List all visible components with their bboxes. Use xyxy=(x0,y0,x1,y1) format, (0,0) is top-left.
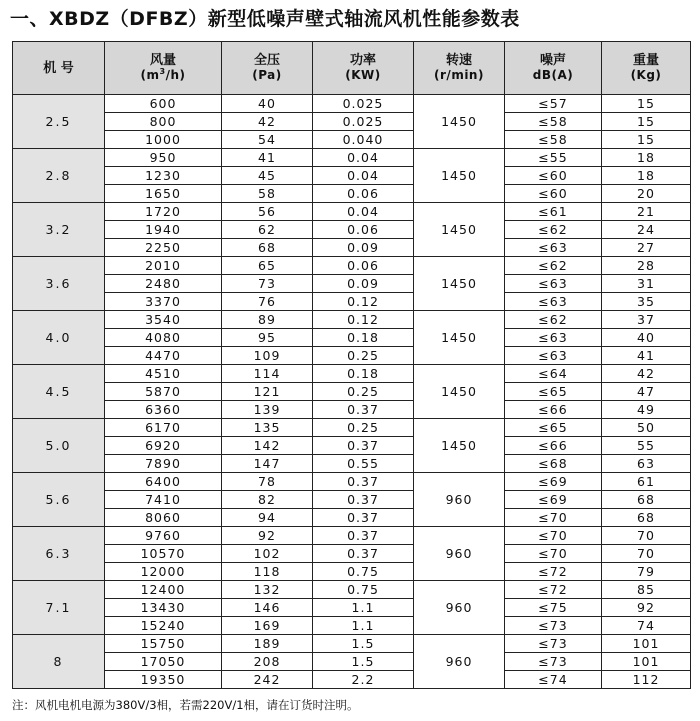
pressure-cell: 82 xyxy=(222,491,313,509)
noise-cell: ≤63 xyxy=(505,293,602,311)
airflow-cell: 7890 xyxy=(105,455,222,473)
pressure-cell: 92 xyxy=(222,527,313,545)
power-cell: 0.06 xyxy=(313,257,414,275)
airflow-cell: 5870 xyxy=(105,383,222,401)
weight-cell: 55 xyxy=(602,437,691,455)
table-row xyxy=(13,455,691,473)
weight-cell: 47 xyxy=(602,383,691,401)
pressure-cell: 109 xyxy=(222,347,313,365)
weight-cell: 49 xyxy=(602,401,691,419)
airflow-cell: 12400 xyxy=(105,581,222,599)
speed-cell: 1450 xyxy=(414,365,505,419)
page-title: 一、XBDZ（DFBZ）新型低噪声壁式轴流风机性能参数表 xyxy=(10,8,520,30)
table-row xyxy=(13,563,691,581)
power-cell: 0.55 xyxy=(313,455,414,473)
weight-cell: 18 xyxy=(602,167,691,185)
airflow-cell: 1000 xyxy=(105,131,222,149)
table-row xyxy=(13,221,691,239)
power-cell: 0.37 xyxy=(313,509,414,527)
weight-cell: 70 xyxy=(602,527,691,545)
power-cell: 0.025 xyxy=(313,95,414,113)
power-cell: 0.37 xyxy=(313,491,414,509)
weight-cell: 85 xyxy=(602,581,691,599)
table-row xyxy=(13,653,691,671)
power-cell: 0.18 xyxy=(313,365,414,383)
pressure-cell: 142 xyxy=(222,437,313,455)
pressure-cell: 78 xyxy=(222,473,313,491)
header-noise: 噪声 dB(A) xyxy=(505,42,602,95)
weight-cell: 101 xyxy=(602,653,691,671)
power-cell: 0.12 xyxy=(313,293,414,311)
airflow-cell: 3540 xyxy=(105,311,222,329)
airflow-cell: 1720 xyxy=(105,203,222,221)
noise-cell: ≤73 xyxy=(505,635,602,653)
weight-cell: 92 xyxy=(602,599,691,617)
header-power: 功率 (KW) xyxy=(313,42,414,95)
weight-cell: 37 xyxy=(602,311,691,329)
table-row xyxy=(13,293,691,311)
header-row xyxy=(13,42,691,95)
table-row xyxy=(13,671,691,689)
power-cell: 0.12 xyxy=(313,311,414,329)
power-cell: 0.25 xyxy=(313,419,414,437)
speed-cell: 960 xyxy=(414,581,505,635)
power-cell: 0.040 xyxy=(313,131,414,149)
airflow-cell: 12000 xyxy=(105,563,222,581)
pressure-cell: 73 xyxy=(222,275,313,293)
model-cell: 4.0 xyxy=(13,311,105,365)
pressure-cell: 146 xyxy=(222,599,313,617)
power-cell: 2.2 xyxy=(313,671,414,689)
noise-cell: ≤57 xyxy=(505,95,602,113)
noise-cell: ≤68 xyxy=(505,455,602,473)
table-row xyxy=(13,419,691,437)
speed-cell: 1450 xyxy=(414,95,505,149)
airflow-cell: 1940 xyxy=(105,221,222,239)
weight-cell: 101 xyxy=(602,635,691,653)
weight-cell: 15 xyxy=(602,131,691,149)
noise-cell: ≤75 xyxy=(505,599,602,617)
airflow-cell: 10570 xyxy=(105,545,222,563)
table-row xyxy=(13,581,691,599)
pressure-cell: 102 xyxy=(222,545,313,563)
pressure-cell: 54 xyxy=(222,131,313,149)
noise-cell: ≤55 xyxy=(505,149,602,167)
airflow-cell: 6360 xyxy=(105,401,222,419)
power-cell: 0.18 xyxy=(313,329,414,347)
noise-cell: ≤73 xyxy=(505,653,602,671)
table-row xyxy=(13,545,691,563)
header-model: 机 号 xyxy=(13,42,105,95)
noise-cell: ≤65 xyxy=(505,383,602,401)
airflow-cell: 4080 xyxy=(105,329,222,347)
pressure-cell: 135 xyxy=(222,419,313,437)
airflow-cell: 13430 xyxy=(105,599,222,617)
noise-cell: ≤73 xyxy=(505,617,602,635)
pressure-cell: 132 xyxy=(222,581,313,599)
airflow-cell: 2480 xyxy=(105,275,222,293)
pressure-cell: 42 xyxy=(222,113,313,131)
power-cell: 0.06 xyxy=(313,185,414,203)
pressure-cell: 76 xyxy=(222,293,313,311)
speed-cell: 1450 xyxy=(414,419,505,473)
power-cell: 0.025 xyxy=(313,113,414,131)
weight-cell: 68 xyxy=(602,491,691,509)
airflow-cell: 3370 xyxy=(105,293,222,311)
noise-cell: ≤63 xyxy=(505,329,602,347)
noise-cell: ≤58 xyxy=(505,131,602,149)
weight-cell: 20 xyxy=(602,185,691,203)
table-row xyxy=(13,509,691,527)
pressure-cell: 56 xyxy=(222,203,313,221)
power-cell: 0.37 xyxy=(313,473,414,491)
model-cell: 3.6 xyxy=(13,257,105,311)
weight-cell: 21 xyxy=(602,203,691,221)
power-cell: 0.37 xyxy=(313,401,414,419)
weight-cell: 50 xyxy=(602,419,691,437)
airflow-cell: 15750 xyxy=(105,635,222,653)
noise-cell: ≤72 xyxy=(505,563,602,581)
pressure-cell: 114 xyxy=(222,365,313,383)
table-row xyxy=(13,383,691,401)
noise-cell: ≤58 xyxy=(505,113,602,131)
table-row xyxy=(13,95,691,113)
pressure-cell: 89 xyxy=(222,311,313,329)
pressure-cell: 95 xyxy=(222,329,313,347)
noise-cell: ≤60 xyxy=(505,167,602,185)
table-row xyxy=(13,203,691,221)
airflow-cell: 800 xyxy=(105,113,222,131)
header-pressure: 全压 (Pa) xyxy=(222,42,313,95)
airflow-cell: 4510 xyxy=(105,365,222,383)
pressure-cell: 118 xyxy=(222,563,313,581)
power-cell: 0.06 xyxy=(313,221,414,239)
model-cell: 5.0 xyxy=(13,419,105,473)
airflow-cell: 8060 xyxy=(105,509,222,527)
power-cell: 0.09 xyxy=(313,239,414,257)
table-row xyxy=(13,635,691,653)
noise-cell: ≤64 xyxy=(505,365,602,383)
pressure-cell: 169 xyxy=(222,617,313,635)
noise-cell: ≤69 xyxy=(505,491,602,509)
table-row xyxy=(13,347,691,365)
airflow-cell: 1650 xyxy=(105,185,222,203)
weight-cell: 15 xyxy=(602,95,691,113)
table-row xyxy=(13,365,691,383)
pressure-cell: 139 xyxy=(222,401,313,419)
table-row xyxy=(13,149,691,167)
speed-cell: 1450 xyxy=(414,203,505,257)
airflow-cell: 17050 xyxy=(105,653,222,671)
airflow-cell: 6170 xyxy=(105,419,222,437)
pressure-cell: 62 xyxy=(222,221,313,239)
speed-cell: 1450 xyxy=(414,257,505,311)
noise-cell: ≤66 xyxy=(505,437,602,455)
weight-cell: 70 xyxy=(602,545,691,563)
weight-cell: 68 xyxy=(602,509,691,527)
power-cell: 0.25 xyxy=(313,347,414,365)
table-row xyxy=(13,329,691,347)
weight-cell: 112 xyxy=(602,671,691,689)
power-cell: 0.09 xyxy=(313,275,414,293)
weight-cell: 42 xyxy=(602,365,691,383)
airflow-cell: 9760 xyxy=(105,527,222,545)
speed-cell: 960 xyxy=(414,527,505,581)
model-cell: 8 xyxy=(13,635,105,689)
power-cell: 0.04 xyxy=(313,167,414,185)
table-row xyxy=(13,113,691,131)
pressure-cell: 40 xyxy=(222,95,313,113)
table-row xyxy=(13,491,691,509)
model-cell: 2.8 xyxy=(13,149,105,203)
airflow-cell: 6400 xyxy=(105,473,222,491)
weight-cell: 79 xyxy=(602,563,691,581)
noise-cell: ≤62 xyxy=(505,311,602,329)
power-cell: 0.75 xyxy=(313,581,414,599)
power-cell: 0.04 xyxy=(313,149,414,167)
table-body xyxy=(13,95,691,689)
model-cell: 6.3 xyxy=(13,527,105,581)
table-row xyxy=(13,437,691,455)
noise-cell: ≤65 xyxy=(505,419,602,437)
weight-cell: 61 xyxy=(602,473,691,491)
table-row xyxy=(13,599,691,617)
power-cell: 1.1 xyxy=(313,599,414,617)
header-airflow: 风量 $(m^3/h)$ xyxy=(105,42,222,95)
table-row xyxy=(13,167,691,185)
pressure-cell: 147 xyxy=(222,455,313,473)
noise-cell: ≤70 xyxy=(505,545,602,563)
noise-cell: ≤62 xyxy=(505,221,602,239)
table-row xyxy=(13,527,691,545)
noise-cell: ≤70 xyxy=(505,509,602,527)
pressure-cell: 189 xyxy=(222,635,313,653)
header-weight: 重量 (Kg) xyxy=(602,42,691,95)
power-cell: 0.04 xyxy=(313,203,414,221)
power-cell: 0.25 xyxy=(313,383,414,401)
table-row xyxy=(13,275,691,293)
airflow-cell: 4470 xyxy=(105,347,222,365)
noise-cell: ≤62 xyxy=(505,257,602,275)
airflow-cell: 2010 xyxy=(105,257,222,275)
noise-cell: ≤72 xyxy=(505,581,602,599)
performance-table xyxy=(12,41,691,689)
speed-cell: 1450 xyxy=(414,311,505,365)
weight-cell: 18 xyxy=(602,149,691,167)
model-cell: 4.5 xyxy=(13,365,105,419)
noise-cell: ≤61 xyxy=(505,203,602,221)
noise-cell: ≤66 xyxy=(505,401,602,419)
noise-cell: ≤63 xyxy=(505,239,602,257)
pressure-cell: 65 xyxy=(222,257,313,275)
airflow-cell: 1230 xyxy=(105,167,222,185)
noise-cell: ≤63 xyxy=(505,275,602,293)
weight-cell: 41 xyxy=(602,347,691,365)
table-row xyxy=(13,185,691,203)
pressure-cell: 41 xyxy=(222,149,313,167)
pressure-cell: 58 xyxy=(222,185,313,203)
noise-cell: ≤69 xyxy=(505,473,602,491)
weight-cell: 24 xyxy=(602,221,691,239)
table-row xyxy=(13,257,691,275)
airflow-cell: 6920 xyxy=(105,437,222,455)
weight-cell: 31 xyxy=(602,275,691,293)
noise-cell: ≤60 xyxy=(505,185,602,203)
airflow-cell: 600 xyxy=(105,95,222,113)
weight-cell: 74 xyxy=(602,617,691,635)
power-cell: 1.1 xyxy=(313,617,414,635)
power-cell: 0.37 xyxy=(313,545,414,563)
weight-cell: 40 xyxy=(602,329,691,347)
power-cell: 0.75 xyxy=(313,563,414,581)
airflow-cell: 19350 xyxy=(105,671,222,689)
power-cell: 1.5 xyxy=(313,635,414,653)
pressure-cell: 242 xyxy=(222,671,313,689)
speed-cell: 960 xyxy=(414,635,505,689)
pressure-cell: 94 xyxy=(222,509,313,527)
speed-cell: 1450 xyxy=(414,149,505,203)
pressure-cell: 45 xyxy=(222,167,313,185)
weight-cell: 35 xyxy=(602,293,691,311)
pressure-cell: 208 xyxy=(222,653,313,671)
power-cell: 0.37 xyxy=(313,527,414,545)
model-cell: 7.1 xyxy=(13,581,105,635)
table-row xyxy=(13,473,691,491)
weight-cell: 63 xyxy=(602,455,691,473)
airflow-cell: 7410 xyxy=(105,491,222,509)
model-cell: 5.6 xyxy=(13,473,105,527)
noise-cell: ≤63 xyxy=(505,347,602,365)
airflow-cell: 950 xyxy=(105,149,222,167)
airflow-cell: 2250 xyxy=(105,239,222,257)
pressure-cell: 68 xyxy=(222,239,313,257)
weight-cell: 15 xyxy=(602,113,691,131)
noise-cell: ≤70 xyxy=(505,527,602,545)
weight-cell: 27 xyxy=(602,239,691,257)
table-row xyxy=(13,617,691,635)
power-cell: 1.5 xyxy=(313,653,414,671)
power-cell: 0.37 xyxy=(313,437,414,455)
noise-cell: ≤74 xyxy=(505,671,602,689)
table-row xyxy=(13,239,691,257)
table-row xyxy=(13,401,691,419)
weight-cell: 28 xyxy=(602,257,691,275)
footnote: 注：风机电机电源为380V/3相，若需220V/1相，请在订货时注明。 xyxy=(12,698,359,712)
model-cell: 2.5 xyxy=(13,95,105,149)
airflow-cell: 15240 xyxy=(105,617,222,635)
table-row xyxy=(13,311,691,329)
table-row xyxy=(13,131,691,149)
speed-cell: 960 xyxy=(414,473,505,527)
header-speed: 转速 (r/min) xyxy=(414,42,505,95)
model-cell: 3.2 xyxy=(13,203,105,257)
pressure-cell: 121 xyxy=(222,383,313,401)
